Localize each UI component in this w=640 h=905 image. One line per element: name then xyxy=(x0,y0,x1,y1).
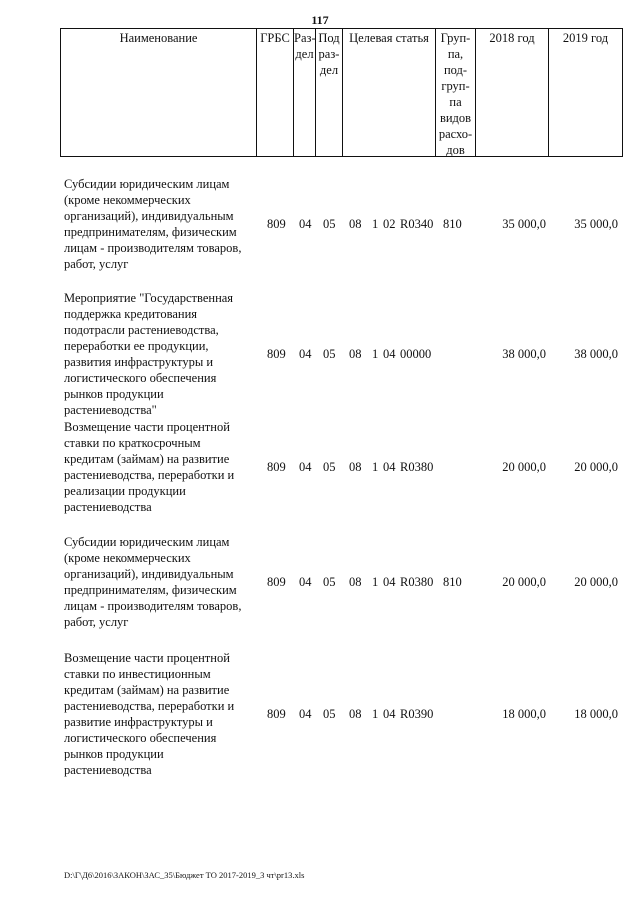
amount-2019-cell: 20 000,0 xyxy=(574,575,618,589)
cs-direction-cell: R0390 xyxy=(400,707,434,721)
amount-2019-cell: 20 000,0 xyxy=(574,460,618,474)
razdel-cell: 04 xyxy=(299,347,312,361)
row-name: Субсидии юридическим лицам (кроме некоммерческих организаций), индивидуальным предпринимателям, физическим лицам - производителям товаров, работ, услуг xyxy=(64,535,242,629)
cs-program-cell: 08 xyxy=(349,707,362,721)
cs-program-cell: 08 xyxy=(349,347,362,361)
row-name: Возмещение части процентной ставки по инвестиционным кредитам (займам) на развитие растениеводства, переработки и развитие инфраструктуры и логистического обеспечения рынков продукции растениеводства xyxy=(64,651,235,777)
amount-2019-cell: 38 000,0 xyxy=(574,347,618,361)
cs-subprogram-cell: 1 xyxy=(372,707,379,721)
row-name: Субсидии юридическим лицам (кроме некоммерческих организаций), индивидуальным предпринимателям, физическим лицам - производителям товаров, работ, услуг xyxy=(64,177,242,271)
header-gruppa-vidov-rashodov: Груп- па, под- груп- па видов расхо- дов xyxy=(436,29,476,156)
cs-main-cell: 04 xyxy=(383,347,396,361)
header-grbs: ГРБС xyxy=(257,29,294,156)
cs-subprogram-cell: 1 xyxy=(372,347,379,361)
cs-subprogram-cell: 1 xyxy=(372,575,379,589)
cs-direction-cell: R0380 xyxy=(400,575,434,589)
cs-main-cell: 04 xyxy=(383,460,396,474)
amount-2018-cell: 20 000,0 xyxy=(502,575,546,589)
cs-subprogram-cell: 1 xyxy=(372,460,379,474)
cs-main-cell: 04 xyxy=(383,707,396,721)
podrazdel-cell: 05 xyxy=(323,347,336,361)
vr-cell: 810 xyxy=(443,575,462,589)
header-2019: 2019 год xyxy=(562,31,609,45)
grbs-cell: 809 xyxy=(267,460,286,474)
amount-2018-cell: 20 000,0 xyxy=(502,460,546,474)
cs-program-cell: 08 xyxy=(349,575,362,589)
razdel-cell: 04 xyxy=(299,575,312,589)
grbs-cell: 809 xyxy=(267,347,286,361)
razdel-cell: 04 xyxy=(299,707,312,721)
amount-2018-cell: 38 000,0 xyxy=(502,347,546,361)
cs-subprogram-cell: 1 xyxy=(372,217,379,231)
header-name: Наименование xyxy=(61,29,257,156)
cs-direction-cell: R0380 xyxy=(400,460,434,474)
razdel-cell: 04 xyxy=(299,217,312,231)
header-podrazdel: Под раз- дел xyxy=(316,29,343,156)
row-name: Мероприятие "Государственная поддержка кредитования подотрасли растениеводства, переработки ее продукции, развития инфраструктуры и логистического обеспечения рынков продукции растениеводства" xyxy=(64,291,234,417)
cs-program-cell: 08 xyxy=(349,460,362,474)
amount-2019-cell: 35 000,0 xyxy=(574,217,618,231)
header-2018: 2018 год xyxy=(476,29,549,156)
cs-program-cell: 08 xyxy=(349,217,362,231)
amount-2018-cell: 35 000,0 xyxy=(502,217,546,231)
podrazdel-cell: 05 xyxy=(323,575,336,589)
amount-2019-cell: 18 000,0 xyxy=(574,707,618,721)
row-name: Возмещение части процентной ставки по краткосрочным кредитам (займам) на развитие растениеводства, переработки и реализации продукции растениеводства xyxy=(64,420,235,514)
header-razdel: Раз- дел xyxy=(294,29,316,156)
grbs-cell: 809 xyxy=(267,575,286,589)
podrazdel-cell: 05 xyxy=(323,460,336,474)
amount-2018-cell: 18 000,0 xyxy=(502,707,546,721)
podrazdel-cell: 05 xyxy=(323,707,336,721)
cs-main-cell: 02 xyxy=(383,217,396,231)
page-number: 117 xyxy=(311,13,329,27)
table-header xyxy=(60,28,623,157)
razdel-cell: 04 xyxy=(299,460,312,474)
file-path-footer: D:\Г\Д6\2016\ЗАКОН\ЗАС_35\Бюджет ТО 2017-2019_3 чт\pr13.xls xyxy=(64,870,305,880)
grbs-cell: 809 xyxy=(267,217,286,231)
podrazdel-cell: 05 xyxy=(323,217,336,231)
grbs-cell: 809 xyxy=(267,707,286,721)
header-celevaya-statya: Целевая статья xyxy=(343,29,436,156)
cs-main-cell: 04 xyxy=(383,575,396,589)
vr-cell: 810 xyxy=(443,217,462,231)
cs-direction-cell: 00000 xyxy=(400,347,432,361)
cs-direction-cell: R0340 xyxy=(400,217,434,231)
